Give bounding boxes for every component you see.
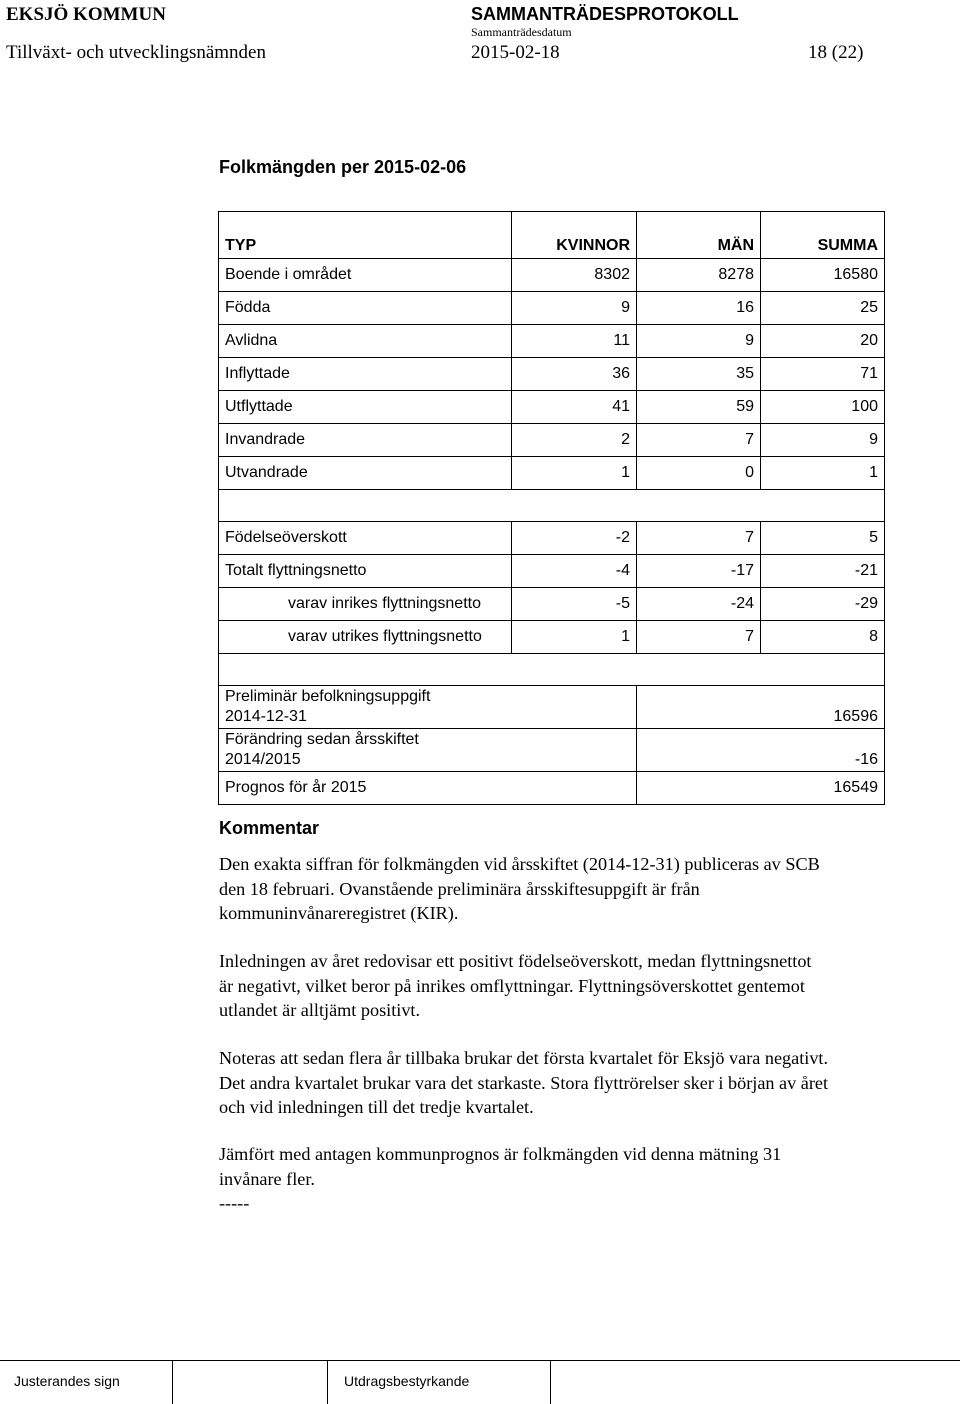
cell-kvinnor: -2 — [512, 522, 637, 555]
row-label: Boende i området — [219, 259, 512, 292]
blank-cell — [219, 654, 885, 686]
summary-label-line: 2014/2015 — [225, 751, 301, 768]
page-number: 18 (22) — [808, 42, 864, 63]
table-header-row — [219, 212, 885, 259]
summary-value: -16 — [637, 729, 885, 772]
cell-kvinnor: 36 — [512, 358, 637, 391]
summary-label-line: 2014-12-31 — [225, 708, 307, 725]
cell-summa: 20 — [761, 325, 885, 358]
paragraph-line: Noteras att sedan flera år tillbaka brukar det första kvartalet för Eksjö vara negativt. — [219, 1048, 829, 1068]
cell-summa: 5 — [761, 522, 885, 555]
cell-man: 35 — [637, 358, 761, 391]
cell-summa: 8 — [761, 621, 885, 654]
cell-man: 8278 — [637, 259, 761, 292]
paragraph-line: Inledningen av året redovisar ett positivt födelseöverskott, medan flyttningsnettot — [219, 951, 812, 971]
population-table — [218, 211, 885, 805]
cell-summa: -21 — [761, 555, 885, 588]
column-header-summa: SUMMA — [761, 212, 885, 259]
cell-summa: 1 — [761, 457, 885, 490]
comment-heading: Kommentar — [219, 818, 320, 838]
document-type: SAMMANTRÄDESPROTOKOLL — [471, 4, 739, 24]
row-label: Utvandrade — [219, 457, 512, 490]
summary-label — [219, 729, 637, 772]
row-label: Utflyttade — [219, 391, 512, 424]
column-header-kvinnor: KVINNOR — [512, 212, 637, 259]
cell-man: -17 — [637, 555, 761, 588]
paragraph-line: och vid inledningen till det tredje kvartalet. — [219, 1097, 534, 1117]
summary-row — [219, 772, 885, 805]
cell-summa: 100 — [761, 391, 885, 424]
date-caption: Sammanträdesdatum — [471, 25, 572, 39]
column-header-typ: TYP — [219, 212, 512, 259]
column-header-man: MÄN — [637, 212, 761, 259]
table-row — [219, 259, 885, 292]
paragraph-line: Jämfört med antagen kommunprognos är folkmängden vid denna mätning 31 — [219, 1144, 782, 1164]
cell-kvinnor: 1 — [512, 621, 637, 654]
cell-kvinnor: 2 — [512, 424, 637, 457]
comment-paragraph — [219, 852, 919, 926]
comment-paragraph — [219, 949, 919, 1023]
footer-cell-divider — [172, 1360, 173, 1404]
row-label: Totalt flyttningsnetto — [219, 555, 512, 588]
cell-kvinnor: -4 — [512, 555, 637, 588]
cell-kvinnor: 9 — [512, 292, 637, 325]
organization-name: EKSJÖ KOMMUN — [6, 4, 166, 25]
cell-man: -24 — [637, 588, 761, 621]
summary-row — [219, 729, 885, 772]
row-label: varav utrikes flyttningsnetto — [219, 621, 512, 654]
row-label: Avlidna — [219, 325, 512, 358]
summary-value: 16596 — [637, 686, 885, 729]
comment-paragraph — [219, 1046, 919, 1120]
table-row — [219, 588, 885, 621]
cell-summa: 25 — [761, 292, 885, 325]
row-label: varav inrikes flyttningsnetto — [219, 588, 512, 621]
paragraph-line: Den exakta siffran för folkmängden vid årsskiftet (2014-12-31) publiceras av SCB — [219, 854, 820, 874]
cell-kvinnor: 1 — [512, 457, 637, 490]
cell-man: 16 — [637, 292, 761, 325]
summary-row — [219, 686, 885, 729]
table-row — [219, 292, 885, 325]
signature-label: Justerandes sign — [14, 1373, 120, 1389]
table-row — [219, 621, 885, 654]
cell-kvinnor: -5 — [512, 588, 637, 621]
summary-label-line: Förändring sedan årsskiftet — [225, 731, 419, 748]
summary-value: 16549 — [637, 772, 885, 805]
blank-cell — [219, 490, 885, 522]
comment-paragraph — [219, 1142, 919, 1191]
row-label: Inflyttade — [219, 358, 512, 391]
cell-summa: 16580 — [761, 259, 885, 292]
cell-kvinnor: 11 — [512, 325, 637, 358]
table-blank-row — [219, 490, 885, 522]
end-mark: ----- — [219, 1193, 250, 1213]
table-row — [219, 358, 885, 391]
cell-man: 0 — [637, 457, 761, 490]
footer-divider — [0, 1360, 960, 1361]
row-label: Invandrade — [219, 424, 512, 457]
row-label: Födda — [219, 292, 512, 325]
summary-label-line: Preliminär befolkningsuppgift — [225, 688, 431, 705]
department-name: Tillväxt- och utvecklingsnämnden — [6, 42, 266, 63]
table-row — [219, 325, 885, 358]
meeting-date: 2015-02-18 — [471, 42, 560, 63]
paragraph-line: är negativt, vilket beror på inrikes omflyttningar. Flyttningsöverskottet gentemot — [219, 975, 805, 996]
paragraph-line: kommuninvånareregistret (KIR). — [219, 903, 459, 923]
table-row — [219, 391, 885, 424]
paragraph-line: utlandet är alltjämt positivt. — [219, 1000, 421, 1020]
page-title: Folkmängden per 2015-02-06 — [219, 157, 467, 177]
row-label: Födelseöverskott — [219, 522, 512, 555]
table-row — [219, 522, 885, 555]
cell-summa: 71 — [761, 358, 885, 391]
footer-cell-divider — [327, 1360, 328, 1404]
cell-kvinnor: 41 — [512, 391, 637, 424]
paragraph-line: Det andra kvartalet brukar vara det starkaste. Stora flyttrörelser sker i början av året — [219, 1072, 829, 1093]
cell-man: 59 — [637, 391, 761, 424]
cell-man: 7 — [637, 621, 761, 654]
summary-label — [219, 686, 637, 729]
summary-label: Prognos för år 2015 — [219, 772, 637, 805]
certification-label: Utdragsbestyrkande — [344, 1373, 470, 1389]
cell-man: 7 — [637, 424, 761, 457]
table-blank-row — [219, 654, 885, 686]
cell-summa: 9 — [761, 424, 885, 457]
cell-man: 9 — [637, 325, 761, 358]
footer-cell-divider — [550, 1360, 551, 1404]
paragraph-line: invånare fler. — [219, 1168, 315, 1189]
cell-kvinnor: 8302 — [512, 259, 637, 292]
table-row — [219, 457, 885, 490]
cell-summa: -29 — [761, 588, 885, 621]
paragraph-line: den 18 februari. Ovanstående preliminära årsskiftesuppgift är från — [219, 878, 700, 899]
table-row — [219, 555, 885, 588]
cell-man: 7 — [637, 522, 761, 555]
table-row — [219, 424, 885, 457]
